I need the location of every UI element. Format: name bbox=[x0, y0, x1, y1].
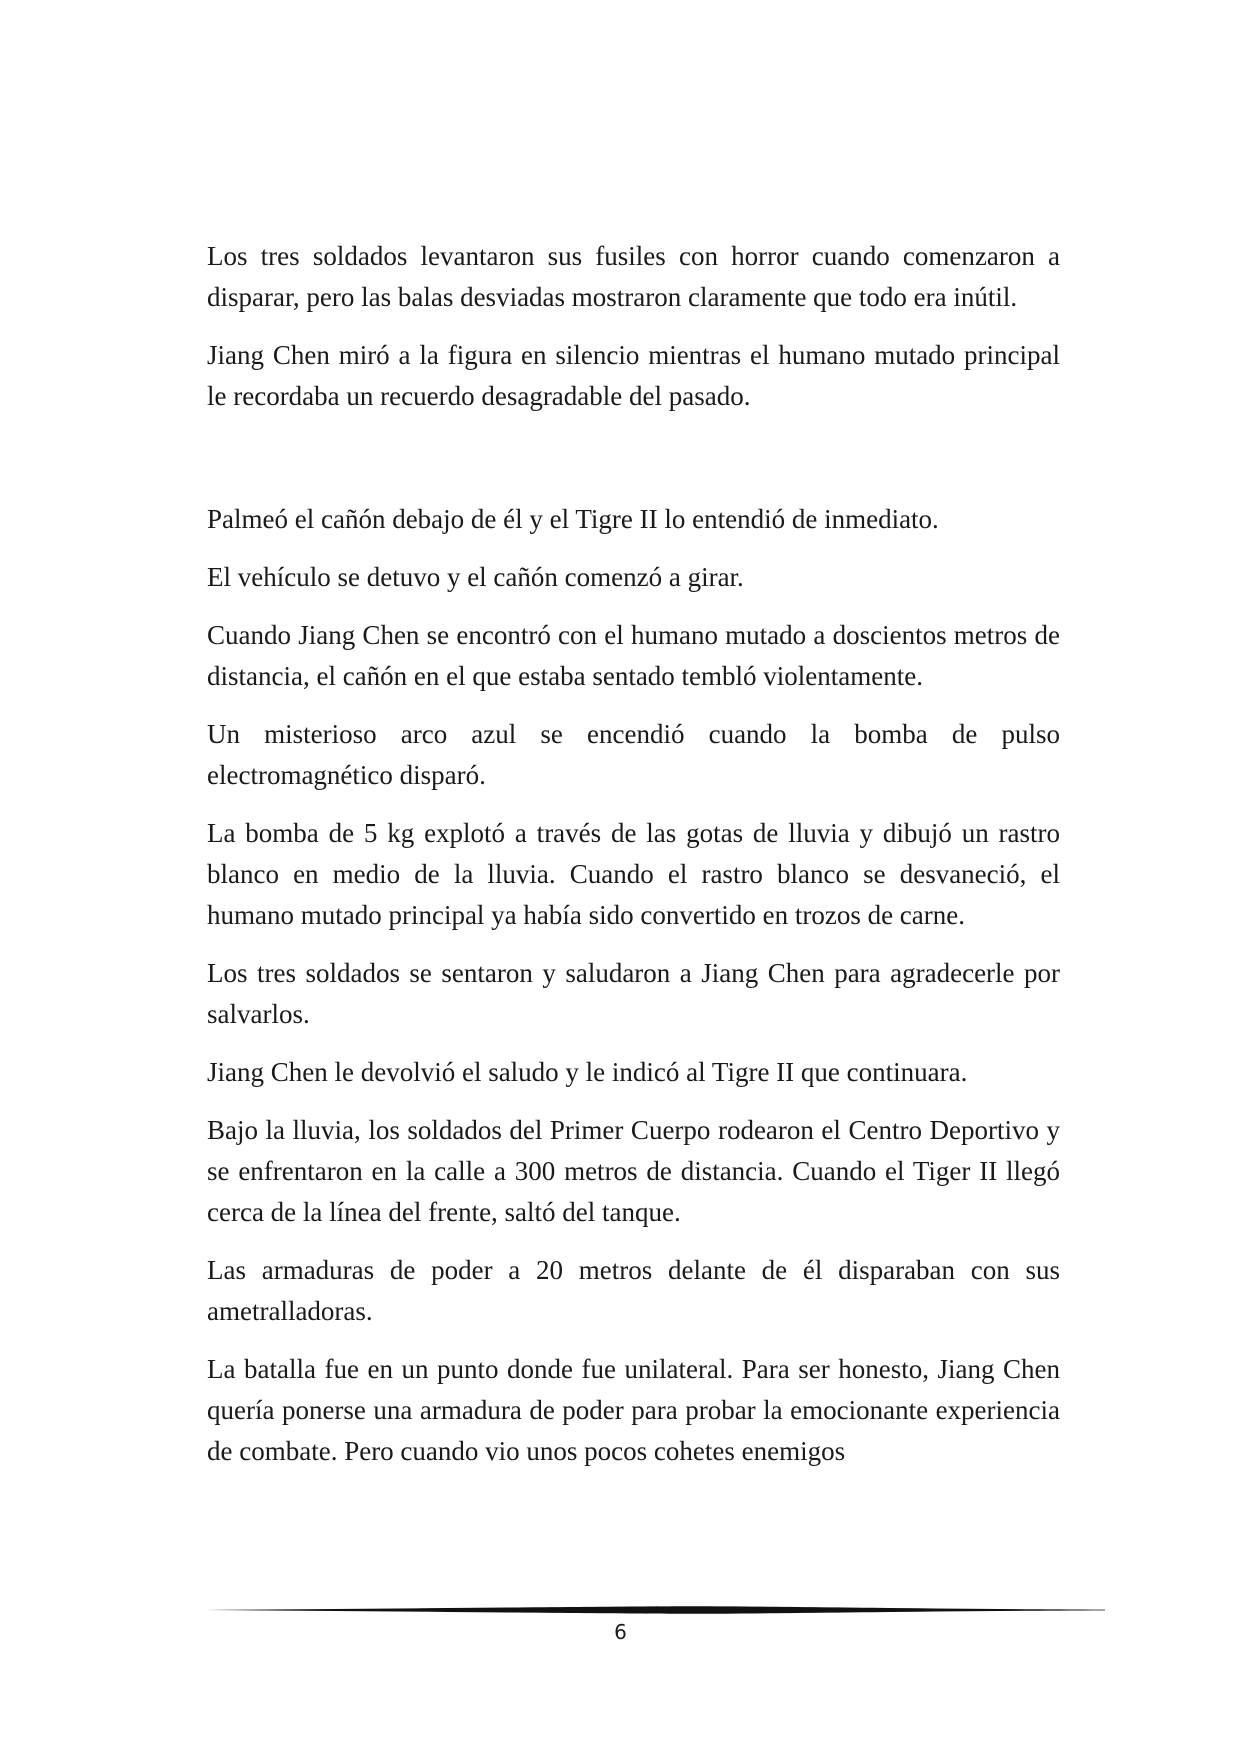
page-number: 6 bbox=[614, 1620, 627, 1644]
paragraph-6: Un misterioso arco azul se encendió cuando la bomba de pulso electromagnético disparó. bbox=[207, 719, 1060, 790]
paragraph-5: Cuando Jiang Chen se encontró con el humano mutado a doscientos metros de distancia, el cañón en el que estaba sentado tembló violentamente. bbox=[207, 620, 1060, 691]
paragraph-12: La batalla fue en un punto donde fue unilateral. Para ser honesto, Jiang Chen quería ponerse una armadura de poder para probar la emocionante experiencia de combate. Pero cuando vio unos pocos cohetes enemigos bbox=[207, 1354, 1060, 1466]
paragraph-3: Palmeó el cañón debajo de él y el Tigre II lo entendió de inmediato. bbox=[207, 504, 939, 534]
paragraph-9: Jiang Chen le devolvió el saludo y le indicó al Tigre II que continuara. bbox=[207, 1057, 968, 1087]
paragraph-4: El vehículo se detuvo y el cañón comenzó a girar. bbox=[207, 562, 744, 592]
paragraph-10: Bajo la lluvia, los soldados del Primer Cuerpo rodearon el Centro Deportivo y se enfrentaron en la calle a 300 metros de distancia. Cuando el Tiger II llegó cerca de la línea del frente, saltó del tanque. bbox=[207, 1115, 1060, 1227]
body-text bbox=[207, 236, 1060, 1489]
paragraph-7: La bomba de 5 kg explotó a través de las gotas de lluvia y dibujó un rastro blanco en medio de la lluvia. Cuando el rastro blanco se desvaneció, el humano mutado principal ya había sido convertido en trozos de carne. bbox=[207, 818, 1060, 930]
paragraph-8: Los tres soldados se sentaron y saludaron a Jiang Chen para agradecerle por salvarlos. bbox=[207, 958, 1060, 1029]
paragraph-1: Los tres soldados levantaron sus fusiles con horror cuando comenzaron a disparar, pero las balas desviadas mostraron claramente que todo era inútil. bbox=[207, 241, 1060, 312]
paragraph-11: Las armaduras de poder a 20 metros delante de él disparaban con sus ametralladoras. bbox=[207, 1255, 1060, 1326]
footer-divider bbox=[205, 1605, 1105, 1615]
paragraph-2: Jiang Chen miró a la figura en silencio mientras el humano mutado principal le recordaba un recuerdo desagradable del pasado. bbox=[207, 340, 1060, 411]
